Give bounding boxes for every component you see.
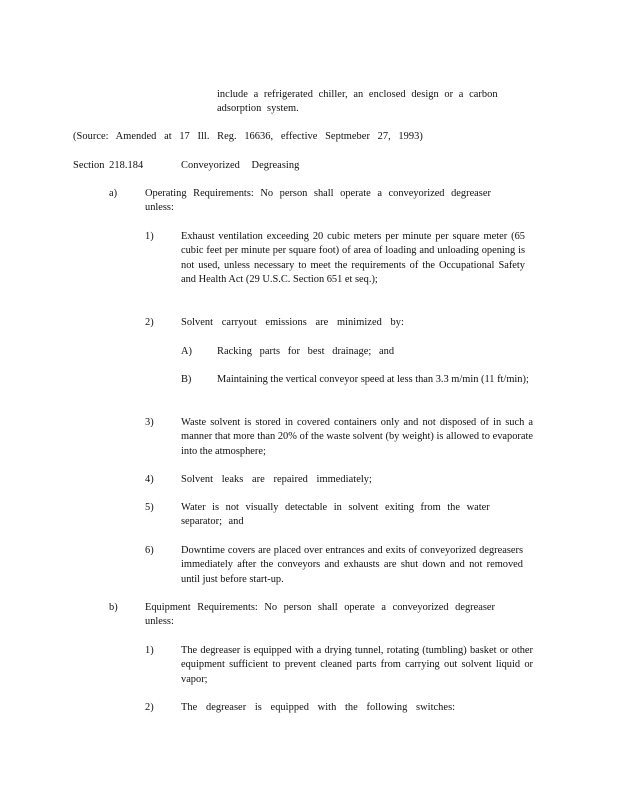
item-a1-text: Exhaust ventilation exceeding 20 cubic meters per minute per square meter (65 cubic feet per minute per square foot) of area of loading and unloading opening is not used, unless necessary to meet the requirements of the Occupational Safety and Health Act (29 U.S.C. Section 651 et seq.); [181, 231, 525, 286]
section-title: Conveyorized Degreasing [181, 160, 300, 171]
source-note: (Source: Amended at 17 Ill. Reg. 16636, effective Septmeber 27, 1993) [73, 131, 423, 142]
item-a2-label: 2) [145, 317, 154, 328]
section-number: Section 218.184 [73, 160, 144, 171]
item-b1-label: 1) [145, 645, 154, 656]
subitem-B-label: B) [181, 374, 192, 385]
subsection-b-label: b) [109, 602, 118, 613]
subsection-a-label: a) [109, 188, 118, 199]
item-a6-text: Downtime covers are placed over entrances and exits of conveyorized degreasers immediately after the conveyors and exhausts are shut down and not removed until just before start-up. [181, 545, 523, 585]
subitem-A-text: Racking parts for best drainage; and [217, 346, 395, 357]
item-a2-text: Solvent carryout emissions are minimized by: [181, 317, 404, 328]
intro-line-2: adsorption system. [217, 103, 299, 114]
item-b2-text: The degreaser is equipped with the following switches: [181, 702, 456, 713]
item-a1-label: 1) [145, 231, 154, 242]
item-a6-label: 6) [145, 545, 154, 556]
item-a4-label: 4) [145, 474, 154, 485]
item-a3-label: 3) [145, 417, 154, 428]
subsection-b-text: Equipment Requirements: No person shall operate a conveyorized degreaser unless: [145, 602, 495, 628]
item-a5-label: 5) [145, 502, 154, 513]
item-a5-text: Water is not visually detectable in solvent exiting from the water separator; and [181, 502, 490, 528]
intro-line-1: include a refrigerated chiller, an enclosed design or a carbon [217, 89, 498, 100]
item-a3-text: Waste solvent is stored in covered containers only and not disposed of in such a manner that more than 20% of the waste solvent (by weight) is allowed to evaporate into the atmosphere; [181, 417, 533, 457]
subsection-a-text: Operating Requirements: No person shall operate a conveyorized degreaser unless: [145, 188, 491, 214]
item-b2-label: 2) [145, 702, 154, 713]
subitem-B-text: Maintaining the vertical conveyor speed at less than 3.3 m/min (11 ft/min); [217, 374, 529, 385]
item-b1-text: The degreaser is equipped with a drying tunnel, rotating (tumbling) basket or other equipment sufficient to prevent cleaned parts from carrying out solvent liquid or vapor; [181, 645, 533, 685]
item-a4-text: Solvent leaks are repaired immediately; [181, 474, 372, 485]
subitem-A-label: A) [181, 346, 192, 357]
